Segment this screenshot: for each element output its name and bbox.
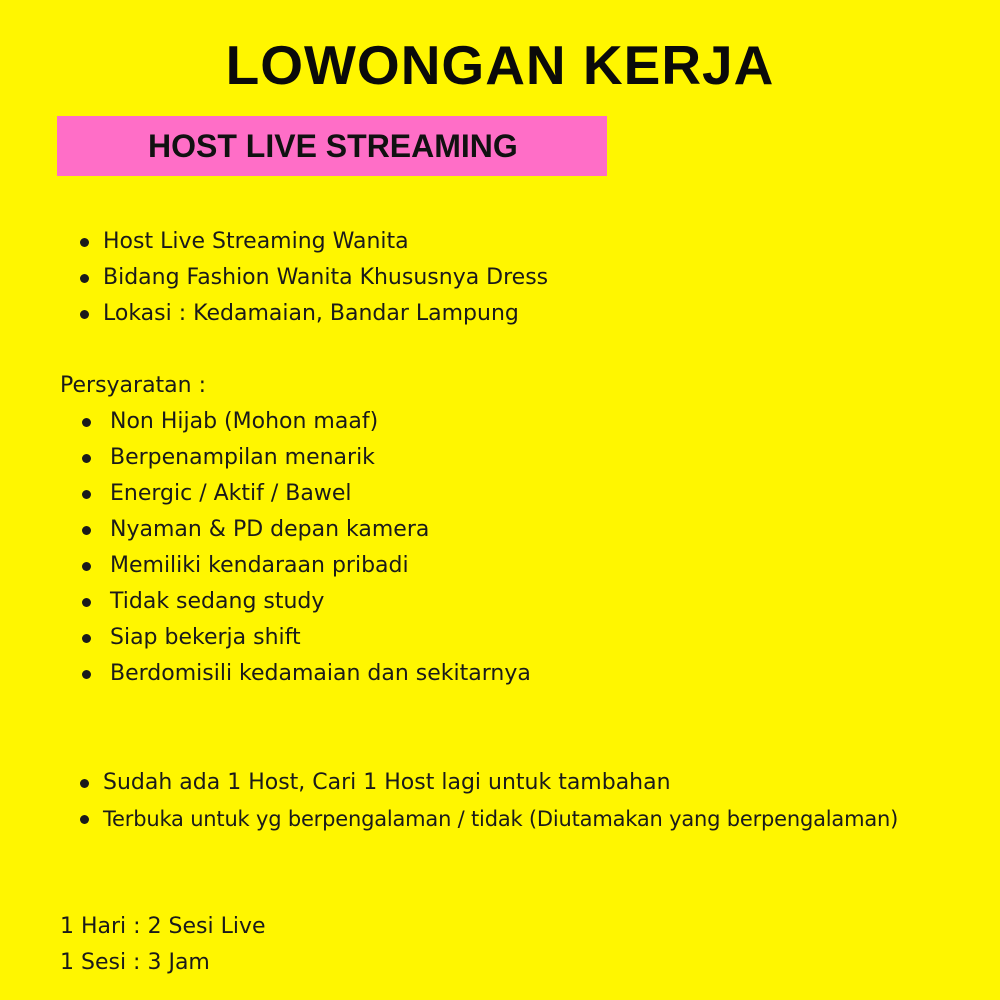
bullet-icon	[82, 454, 91, 463]
position-banner	[57, 116, 607, 176]
schedule-line-daily: 1 Hari : 2 Sesi Live	[60, 914, 266, 939]
bullet-icon	[82, 598, 91, 607]
bullet-icon	[82, 562, 91, 571]
bullet-icon	[82, 490, 91, 499]
requirements-heading: Persyaratan :	[60, 373, 207, 398]
bullet-icon	[82, 526, 91, 535]
bullet-icon	[82, 418, 91, 427]
schedule-line-session: 1 Sesi : 3 Jam	[60, 950, 210, 975]
bullet-icon	[82, 634, 91, 643]
bullet-icon	[80, 779, 89, 788]
bullet-icon	[80, 238, 89, 247]
bullet-icon	[80, 815, 89, 824]
bullet-icon	[80, 310, 89, 319]
bullet-icon	[80, 274, 89, 283]
job-poster: LOWONGAN KERJA HOST LIVE STREAMING Host Live Streaming Wanita Bidang Fashion Wanita Khususnya Dress Lokasi : Kedamaian, Bandar Lampung Persyaratan : Non Hijab (Mohon maaf) Berpenampilan menarik Energic / Aktif / Bawel Nyaman & PD depan kamera Memiliki kendaraan pribadi Tidak sedang study Siap bekerja shift Berdomisili kedamaian dan sekitarnya Sudah ada 1 Host, Cari 1 Host lagi untuk tambahan Terbuka untuk yg berpengalaman / tidak (Diutamakan yang berpengalaman) 1 Hari : 2 Sesi Live 1 Sesi : 3 Jam	[0, 0, 1000, 1000]
position-banner-label: HOST LIVE STREAMING	[148, 128, 518, 164]
bullet-icon	[82, 670, 91, 679]
poster-title: LOWONGAN KERJA	[225, 34, 775, 96]
